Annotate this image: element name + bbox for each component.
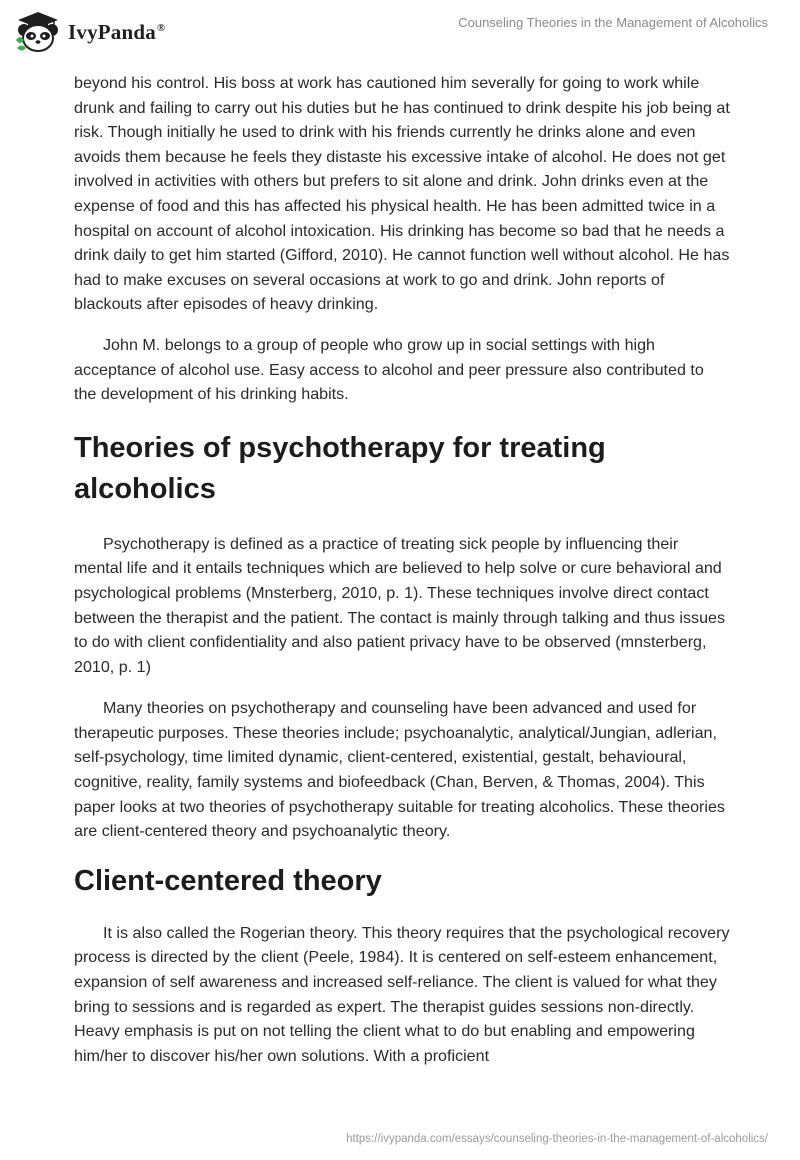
panda-graduate-icon: [14, 10, 62, 54]
section-heading: Theories of psychotherapy for treating alcoholics: [74, 431, 606, 505]
paragraph: It is also called the Rogerian theory. This theory requires that the psychological recovery process is directed by the client (Peele, 1984). It is centered on self-esteem enhancement, expansion of self awareness and increased self-reliance. The client is valued for what they bring to sessions and is regarded as expert. The therapist guides sessions non-directly. Heavy emphasis is put on not telling the client what to do but enabling and empowering him/her to discover his/her own solutions. With a proficient: [74, 923, 730, 1065]
paragraph: Many theories on psychotherapy and counseling have been advanced and used for therapeutic purposes. These theories include; psychoanalytic, analytical/Jungian, adlerian, self-psychology, time limited dynamic, client-centered, existential, gestalt, behavioural, cognitive, reality, family systems and biofeedback (Chan, Berven, & Thomas, 2004). This paper looks at two theories of psychotherapy suitable for treating alcoholics. These theories are client-centered theory and psychoanalytic theory.: [74, 699, 725, 841]
document-title: Counseling Theories in the Management of Alcoholics: [458, 15, 768, 30]
source-url[interactable]: https://ivypanda.com/essays/counseling-theories-in-the-management-of-alcoholics/: [346, 1133, 768, 1145]
paragraph: Psychotherapy is defined as a practice of treating sick people by influencing their mental life and it entails techniques which are believed to help solve or cure behavioral and psychological problems (Mnsterberg, 2010, p. 1). These techniques involve direct contact between the therapist and the patient. The contact is mainly through talking and thus issues to do with client confidentiality and also patient privacy have to be observed (mnsterberg, 2010, p. 1): [74, 534, 726, 676]
brand-name: IvyPanda®: [68, 19, 166, 44]
section-heading: Client-centered theory: [74, 864, 382, 897]
essay-content: [74, 71, 730, 1068]
paragraph: beyond his control. His boss at work has cautioned him severally for going to work while drunk and failing to carry out his duties but he has continued to drink despite his job being at risk. Though initially he used to drink with his friends currently he drinks alone and even avoids them because he feels they distaste his excessive intake of alcohol. He does not get involved in activities with others but prefers to sit alone and drink. John drinks even at the expense of food and this has affected his physical health. He has been admitted twice in a hospital on account of alcohol intoxication. His drinking has become so bad that he needs a drink daily to get him started (Gifford, 2010). He cannot function well without alcohol. He has had to make excuses on several occasions at work to go and drink. John reports of blackouts after episodes of heavy drinking.: [74, 74, 730, 314]
paragraph: John M. belongs to a group of people who grow up in social settings with high acceptance of alcohol use. Easy access to alcohol and peer pressure also contributed to the development of his drinking habits.: [74, 335, 704, 404]
ivypanda-logo[interactable]: [14, 10, 165, 54]
page-header: [0, 0, 800, 64]
